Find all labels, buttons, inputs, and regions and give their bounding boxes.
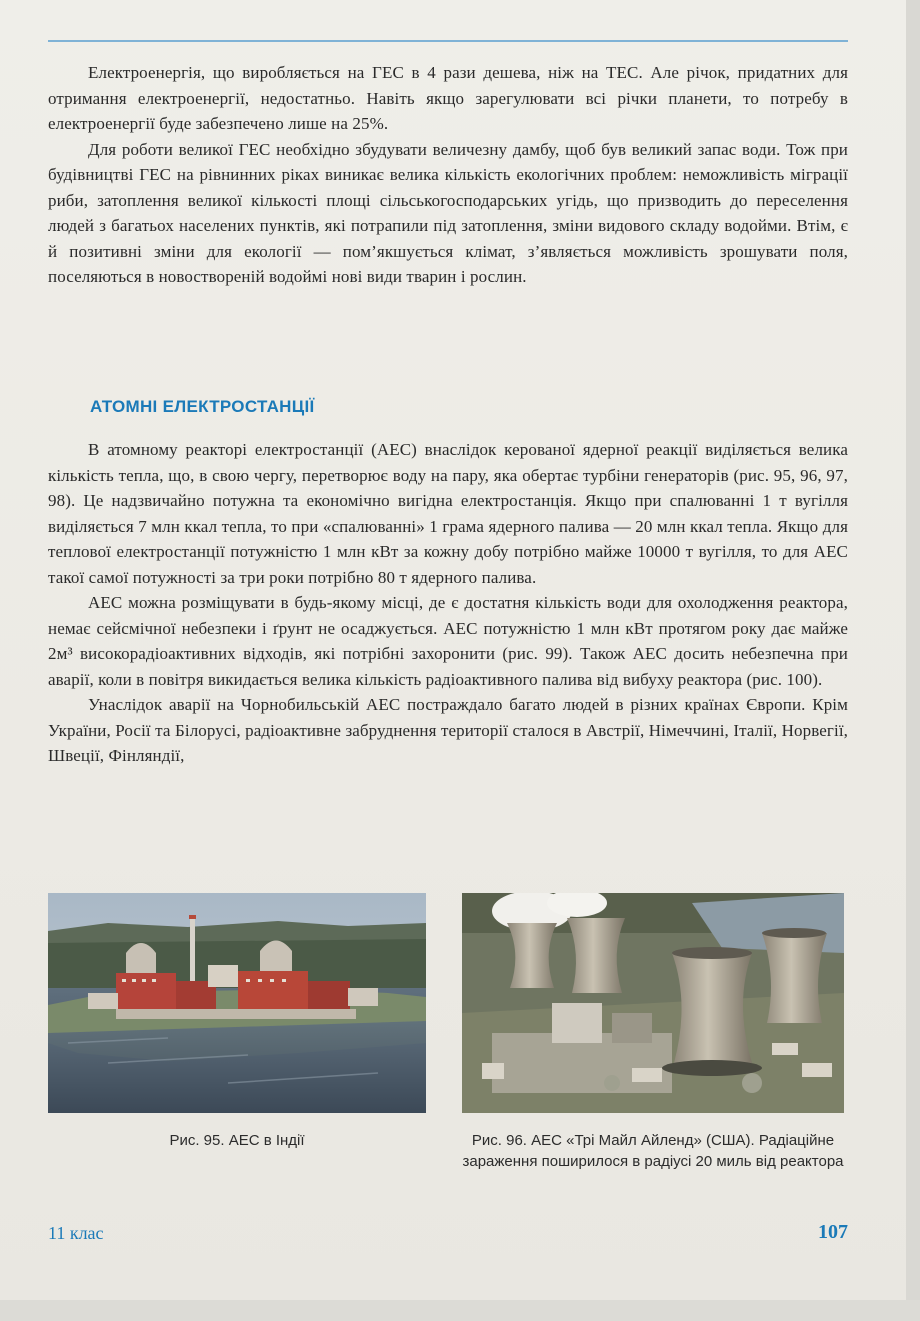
figure-96-photo xyxy=(462,893,844,1113)
page-number: 107 xyxy=(818,1221,848,1243)
section-heading: АТОМНІ ЕЛЕКТРОСТАНЦІЇ xyxy=(90,397,315,416)
text-block-hydro xyxy=(48,60,848,290)
page-edge xyxy=(906,0,920,1321)
paragraph: Унаслідок аварії на Чорнобильській АЕС постраждало багато людей в різних країнах Європи. Крім України, Росії та Білорусі, радіоактивне забруднення території сталося в Австрії, Німеччині, Італії, Норвегії, Швеції, Фінляндії, xyxy=(48,695,848,765)
figure-95-photo xyxy=(48,893,426,1113)
page-bottom-edge xyxy=(0,1300,920,1321)
paragraph: Для роботи великої ГЕС необхідно збудувати величезну дамбу, щоб був великий запас води. Тож при будівництві ГЕС на рівнинних ріках виникає велика кількість екологічних проблем: неможливість міграції риби, затоплення великої кількості площі сільськогосподарських угідь, що призводить до переселення людей з багатьох населених пунктів, які потрапили під затоплення, зміни видового складу водойми. Втім, є й позитивні зміни для екології — пом’якшується клімат, з’являється можливість зрошувати поля, поселяються в новоствореній водоймі нові види тварин і рослин. xyxy=(48,139,848,286)
figure-96-caption: Рис. 96. АЕС «Трі Майл Айленд» (США). Радіаційне зараження поширилося в радіусі 20 миль від реактора xyxy=(462,1132,844,1170)
footer-grade: 11 клас xyxy=(48,1223,104,1243)
figure-95-caption: Рис. 95. АЕС в Індії xyxy=(169,1132,305,1149)
paragraph: В атомному реакторі електростанції (АЕС) внаслідок керованої ядерної реакції виділяється велика кількість тепла, що, в свою чергу, перетворює воду на пару, яка обертає турбіни генераторів (рис. 95, 96, 97, 98). Це надзвичайно потужна та економічно вигідна електростанція. Якщо при спалюванні 1 т вугілля виділяється 7 млн ккал тепла, то при «спалюванні» 1 грама ядерного палива — 20 млн ккал тепла. Якщо для теплової електростанції потужністю 1 млн кВт за кожну добу потрібно майже 10000 т вугілля, то для АЕС такої самої потужності за три роки потрібно 80 т ядерного палива. xyxy=(48,440,848,587)
text-block-nuclear xyxy=(48,437,848,769)
paragraph: АЕС можна розміщувати в будь-якому місці, де є достатня кількість води для охолодження реактора, немає сейсмічної небезпеки і ґрунт не осаджується. АЕС потужністю 1 млн кВт протягом року дає майже 2м³ високорадіоактивних відходів, які потрібні захоронити (рис. 99). Також АЕС досить небезпечна при аварії, коли в повітря викидається велика кількість радіоактивного палива від вибуху реактора (рис. 100). xyxy=(48,593,848,689)
top-rule xyxy=(48,40,848,42)
paragraph: Електроенергія, що виробляється на ГЕС в 4 рази дешева, ніж на ТЕС. Але річок, придатних для отримання електроенергії, недостатньо. Навіть якщо зарегулювати всі річки планети, то потребу в електроенергії буде забезпечено лише на 25%. xyxy=(48,63,848,133)
